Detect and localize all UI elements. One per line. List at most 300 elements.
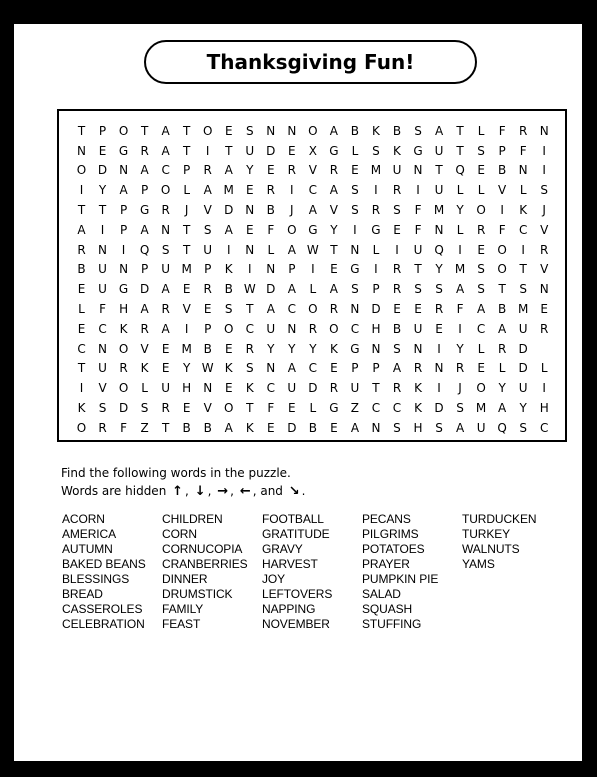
grid-letter: A — [77, 222, 86, 237]
grid-letter: N — [350, 302, 360, 317]
grid-letter: N — [434, 222, 444, 237]
grid-letter: U — [203, 242, 213, 257]
grid-letter: I — [374, 183, 378, 198]
grid-letter: O — [308, 123, 318, 138]
grid-letter: N — [161, 222, 171, 237]
grid-letter: I — [184, 321, 189, 336]
word-list-item: CORNUCOPIA — [162, 542, 243, 556]
grid-letter: U — [476, 420, 486, 435]
puzzle-frame — [57, 109, 567, 442]
grid-letter: F — [519, 143, 527, 158]
grid-letter: K — [245, 381, 254, 396]
grid-letter: S — [372, 143, 380, 158]
word-list-item: CASSEROLES — [62, 602, 143, 616]
grid-letter: Y — [183, 361, 191, 376]
grid-letter: I — [416, 183, 420, 198]
grid-letter: R — [308, 321, 318, 336]
grid-letter: V — [98, 381, 107, 396]
word-list-item: YAMS — [462, 557, 495, 571]
grid-letter: W — [201, 361, 214, 376]
grid-letter: C — [308, 361, 318, 376]
grid-letter: V — [203, 203, 212, 218]
grid-letter: A — [161, 123, 170, 138]
grid-letter: L — [267, 242, 275, 257]
grid-letter: S — [477, 282, 485, 297]
grid-letter: K — [372, 123, 380, 138]
grid-letter: E — [182, 282, 191, 297]
grid-letter: N — [539, 123, 549, 138]
grid-letter: N — [371, 420, 381, 435]
grid-letter: P — [119, 203, 128, 218]
grid-letter: I — [437, 381, 441, 396]
grid-letter: F — [99, 302, 106, 317]
grid-letter: A — [203, 183, 212, 198]
grid-letter: N — [245, 242, 255, 257]
word-list-item: CHILDREN — [162, 512, 223, 526]
word-list-item: STUFFING — [362, 617, 422, 631]
grid-letter: S — [224, 302, 233, 317]
grid-letter: P — [119, 222, 128, 237]
grid-letter: C — [77, 341, 86, 356]
grid-letter: L — [456, 222, 464, 237]
grid-letter: M — [517, 302, 529, 317]
grid-letter: S — [351, 282, 359, 297]
grid-letter: S — [203, 222, 212, 237]
grid-letter: C — [392, 401, 402, 416]
grid-letter: T — [77, 203, 86, 218]
grid-letter: T — [246, 401, 254, 416]
grid-letter: L — [456, 183, 464, 198]
instructions — [61, 464, 306, 501]
and-text: , and — [252, 484, 283, 498]
grid-letter: T — [77, 361, 86, 376]
grid-letter: J — [184, 203, 189, 218]
grid-letter: T — [225, 143, 233, 158]
grid-letter: G — [329, 143, 339, 158]
word-list-item: DRUMSTICK — [162, 587, 233, 601]
grid-letter: J — [542, 203, 546, 218]
grid-letter: R — [329, 381, 339, 396]
grid-letter: D — [118, 401, 129, 416]
grid-letter: U — [98, 262, 107, 277]
grid-letter: S — [245, 123, 254, 138]
grid-letter: M — [181, 341, 192, 356]
grid-letter: P — [351, 361, 359, 376]
grid-letter: N — [119, 163, 129, 178]
grid-letter: G — [118, 282, 129, 297]
grid-letter: S — [540, 183, 549, 198]
grid-letter: Y — [246, 163, 254, 178]
grid-letter: C — [350, 321, 360, 336]
word-list-item: SQUASH — [362, 602, 413, 616]
grid-letter: O — [76, 420, 87, 435]
word-list-item: GRATITUDE — [262, 527, 330, 541]
grid-letter: Y — [456, 203, 464, 218]
grid-letter: I — [226, 242, 231, 257]
word-list-item: TURDUCKEN — [462, 512, 537, 526]
word-list-item: BLESSINGS — [62, 572, 130, 586]
grid-letter: R — [540, 321, 549, 336]
grid-letter: R — [329, 302, 339, 317]
grid-letter: G — [413, 143, 423, 158]
grid-letter: G — [350, 262, 360, 277]
grid-letter: B — [392, 123, 402, 138]
grid-letter: I — [521, 242, 525, 257]
grid-letter: T — [183, 143, 191, 158]
grid-letter: E — [540, 302, 548, 317]
grid-letter: A — [329, 123, 338, 138]
grid-letter: Q — [455, 163, 465, 178]
grid-letter: N — [98, 341, 108, 356]
arrow-right-icon: → — [217, 484, 229, 499]
grid-letter: N — [98, 242, 108, 257]
grid-letter: M — [433, 203, 445, 218]
grid-letter: A — [350, 420, 360, 435]
arrow-down-icon: ↓ — [194, 484, 206, 499]
grid-letter: Y — [309, 341, 317, 356]
grid-letter: R — [161, 203, 170, 218]
grid-letter: A — [224, 222, 233, 237]
word-list-item: GRAVY — [262, 542, 303, 556]
grid-letter: R — [266, 183, 275, 198]
grid-letter: E — [77, 321, 86, 336]
grid-letter: F — [267, 401, 275, 416]
grid-letter: P — [140, 183, 149, 198]
grid-letter: I — [395, 242, 399, 257]
grid-letter: D — [266, 143, 276, 158]
grid-letter: I — [437, 341, 441, 356]
grid-letter: E — [435, 321, 443, 336]
grid-letter: S — [140, 401, 149, 416]
grid-letter: S — [456, 401, 464, 416]
grid-letter: I — [353, 222, 357, 237]
grid-letter: Y — [98, 183, 107, 198]
grid-letter: W — [243, 282, 256, 297]
grid-letter: P — [140, 262, 149, 277]
grid-letter: T — [519, 262, 527, 277]
grid-letter: K — [393, 143, 401, 158]
grid-letter: E — [288, 143, 296, 158]
grid-letter: C — [476, 321, 486, 336]
grid-letter: E — [393, 222, 401, 237]
page-title: Thanksgiving Fun! — [206, 50, 415, 74]
grid-letter: A — [161, 321, 170, 336]
grid-letter: S — [245, 361, 254, 376]
grid-letter: I — [79, 183, 84, 198]
grid-letter: S — [519, 420, 527, 435]
grid-letter: U — [518, 321, 528, 336]
grid-letter: Z — [350, 401, 360, 416]
grid-letter: T — [183, 222, 191, 237]
period: . — [301, 484, 306, 498]
grid-letter: H — [182, 381, 192, 396]
grid-letter: O — [160, 183, 171, 198]
grid-letter: U — [245, 143, 255, 158]
grid-letter: P — [204, 321, 212, 336]
grid-letter: U — [161, 262, 171, 277]
grid-letter: U — [518, 381, 528, 396]
grid-letter: F — [267, 222, 275, 237]
grid-letter: A — [119, 183, 128, 198]
grid-letter: Q — [497, 420, 507, 435]
grid-letter: S — [414, 123, 422, 138]
grid-letter: A — [329, 183, 338, 198]
grid-letter: D — [371, 302, 381, 317]
grid-letter: N — [434, 361, 444, 376]
grid-letter: R — [392, 262, 402, 277]
grid-letter: B — [224, 282, 233, 297]
grid-letter: U — [287, 381, 297, 396]
grid-letter: K — [119, 321, 128, 336]
grid-letter: S — [477, 262, 485, 277]
grid-letter: O — [118, 381, 129, 396]
grid-letter: M — [475, 401, 487, 416]
grid-letter: E — [414, 302, 422, 317]
instructions-line-2 — [61, 482, 306, 501]
grid-letter: X — [308, 143, 317, 158]
grid-letter: A — [308, 203, 317, 218]
grid-letter: S — [351, 203, 359, 218]
grid-letter: R — [98, 420, 107, 435]
grid-letter: N — [287, 123, 297, 138]
grid-letter: V — [498, 183, 507, 198]
grid-letter: T — [498, 282, 506, 297]
grid-letter: T — [183, 123, 191, 138]
grid-letter: L — [477, 123, 485, 138]
grid-letter: H — [119, 302, 129, 317]
grid-letter: D — [224, 203, 234, 218]
worksheet-page — [14, 24, 582, 761]
arrow-diagonal-down-right-icon: ↘ — [288, 484, 300, 499]
grid-letter: O — [224, 321, 234, 336]
grid-letter: A — [498, 401, 507, 416]
grid-letter: H — [539, 401, 549, 416]
grid-letter: E — [267, 420, 275, 435]
grid-letter: O — [287, 222, 297, 237]
grid-letter: G — [329, 401, 339, 416]
grid-letter: U — [413, 242, 423, 257]
grid-letter: S — [414, 282, 422, 297]
grid-letter: A — [287, 282, 296, 297]
grid-letter: S — [393, 420, 401, 435]
grid-letter: V — [540, 222, 549, 237]
grid-letter: C — [287, 302, 297, 317]
grid-letter: I — [458, 321, 462, 336]
grid-letter: Q — [139, 242, 150, 257]
grid-letter: N — [266, 361, 276, 376]
grid-letter: N — [119, 262, 129, 277]
grid-letter: M — [370, 163, 382, 178]
grid-letter: D — [308, 381, 318, 396]
grid-letter: R — [161, 401, 170, 416]
grid-letter: L — [141, 381, 148, 396]
arrow-up-icon: ↑ — [172, 484, 184, 499]
grid-letter: N — [413, 163, 423, 178]
grid-letter: E — [477, 163, 485, 178]
grid-letter: N — [77, 143, 86, 158]
grid-letter: E — [288, 401, 296, 416]
grid-letter: A — [161, 143, 170, 158]
grid-letter: V — [308, 163, 317, 178]
grid-letter: Q — [434, 242, 444, 257]
grid-letter: R — [413, 361, 423, 376]
grid-letter: S — [477, 143, 485, 158]
grid-letter: A — [434, 123, 444, 138]
instructions-line-1: Find the following words in the puzzle. — [61, 466, 291, 480]
letter-grid — [71, 121, 555, 438]
grid-letter: B — [203, 420, 212, 435]
grid-letter: H — [371, 321, 381, 336]
word-list-item: WALNUTS — [462, 542, 520, 556]
grid-letter: L — [351, 143, 359, 158]
word-list-item: PUMPKIN PIE — [362, 572, 439, 586]
grid-letter: T — [372, 381, 380, 396]
grid-letter: C — [518, 222, 528, 237]
grid-letter: P — [183, 163, 191, 178]
word-list-item: LEFTOVERS — [262, 587, 333, 601]
grid-letter: R — [119, 361, 128, 376]
title-banner — [144, 40, 477, 84]
grid-letter: M — [181, 262, 192, 277]
grid-letter: G — [118, 143, 129, 158]
word-column — [462, 512, 562, 632]
grid-letter: E — [267, 163, 275, 178]
grid-letter: I — [542, 381, 546, 396]
grid-letter: G — [371, 222, 381, 237]
grid-letter: S — [519, 282, 527, 297]
grid-letter: N — [266, 262, 276, 277]
grid-letter: O — [308, 302, 318, 317]
grid-letter: R — [392, 381, 402, 396]
grid-letter: E — [224, 341, 233, 356]
grid-letter: C — [371, 401, 381, 416]
grid-letter: A — [498, 321, 507, 336]
grid-letter: B — [392, 321, 402, 336]
grid-letter: C — [245, 321, 254, 336]
separator: , — [185, 484, 189, 498]
grid-letter: C — [308, 183, 318, 198]
grid-letter: T — [456, 123, 464, 138]
grid-letter: O — [118, 341, 129, 356]
grid-letter: S — [351, 183, 359, 198]
grid-letter: U — [413, 321, 423, 336]
word-list-item: TURKEY — [462, 527, 511, 541]
grid-letter: E — [393, 302, 401, 317]
grid-letter: D — [518, 341, 528, 356]
grid-letter: A — [329, 282, 338, 297]
grid-letter: F — [414, 203, 422, 218]
grid-letter: L — [78, 302, 85, 317]
word-list-item: PRAYER — [362, 557, 410, 571]
word-list-item: CELEBRATION — [62, 617, 145, 631]
grid-letter: C — [266, 381, 275, 396]
grid-letter: E — [77, 282, 86, 297]
grid-letter: D — [266, 282, 276, 297]
grid-letter: A — [455, 282, 465, 297]
grid-letter: F — [456, 302, 464, 317]
grid-letter: L — [309, 401, 317, 416]
grid-letter: R — [497, 341, 507, 356]
grid-letter: I — [311, 262, 315, 277]
grid-letter: D — [97, 163, 108, 178]
grid-letter: E — [203, 302, 212, 317]
grid-letter: E — [245, 222, 254, 237]
word-list-item: POTATOES — [362, 542, 425, 556]
grid-letter: N — [371, 341, 381, 356]
grid-letter: L — [540, 361, 548, 376]
grid-letter: E — [182, 401, 191, 416]
grid-letter: M — [223, 183, 234, 198]
grid-letter: E — [330, 361, 338, 376]
grid-letter: U — [161, 381, 171, 396]
grid-letter: V — [540, 262, 549, 277]
word-list-item: BAKED BEANS — [62, 557, 146, 571]
grid-letter: P — [498, 143, 506, 158]
grid-letter: A — [266, 302, 275, 317]
grid-letter: E — [161, 341, 170, 356]
grid-letter: U — [434, 183, 444, 198]
grid-letter: E — [330, 420, 338, 435]
word-list-item: NOVEMBER — [262, 617, 330, 631]
word-list-item: HARVEST — [262, 557, 318, 571]
word-list-item: ACORN — [62, 512, 105, 526]
grid-letter: Y — [498, 381, 506, 396]
grid-letter: U — [350, 381, 360, 396]
grid-letter: I — [247, 262, 252, 277]
word-list-item: FAMILY — [162, 602, 204, 616]
grid-letter: A — [140, 163, 149, 178]
grid-letter: D — [518, 361, 528, 376]
grid-letter: N — [266, 123, 276, 138]
grid-letter: M — [454, 262, 466, 277]
grid-letter: N — [287, 321, 297, 336]
grid-letter: R — [245, 341, 254, 356]
grid-letter: S — [393, 203, 401, 218]
word-list-item: JOY — [262, 572, 286, 586]
grid-letter: J — [458, 381, 462, 396]
grid-letter: P — [372, 361, 380, 376]
word-list-item: PILGRIMS — [362, 527, 419, 541]
grid-letter: L — [183, 183, 191, 198]
grid-letter: C — [98, 321, 107, 336]
grid-letter: N — [518, 163, 528, 178]
grid-letter: E — [161, 361, 170, 376]
grid-letter: O — [202, 123, 213, 138]
grid-letter: R — [392, 282, 402, 297]
grid-letter: V — [329, 203, 338, 218]
grid-letter: L — [309, 282, 317, 297]
grid-letter: R — [329, 163, 339, 178]
grid-letter: A — [287, 242, 296, 257]
grid-letter: O — [497, 242, 507, 257]
grid-letter: A — [477, 302, 486, 317]
grid-letter: O — [476, 203, 486, 218]
grid-letter: B — [266, 203, 275, 218]
grid-letter: G — [308, 222, 318, 237]
grid-letter: R — [371, 203, 381, 218]
grid-letter: I — [79, 381, 84, 396]
grid-letter: D — [287, 420, 297, 435]
grid-letter: H — [413, 420, 423, 435]
instructions-prefix: Words are hidden — [61, 484, 167, 498]
word-list — [62, 512, 562, 632]
word-list-item: FEAST — [162, 617, 201, 631]
grid-letter: L — [519, 183, 527, 198]
grid-letter: S — [393, 341, 401, 356]
grid-letter: B — [498, 302, 507, 317]
grid-letter: P — [372, 282, 380, 297]
grid-letter: A — [140, 302, 149, 317]
